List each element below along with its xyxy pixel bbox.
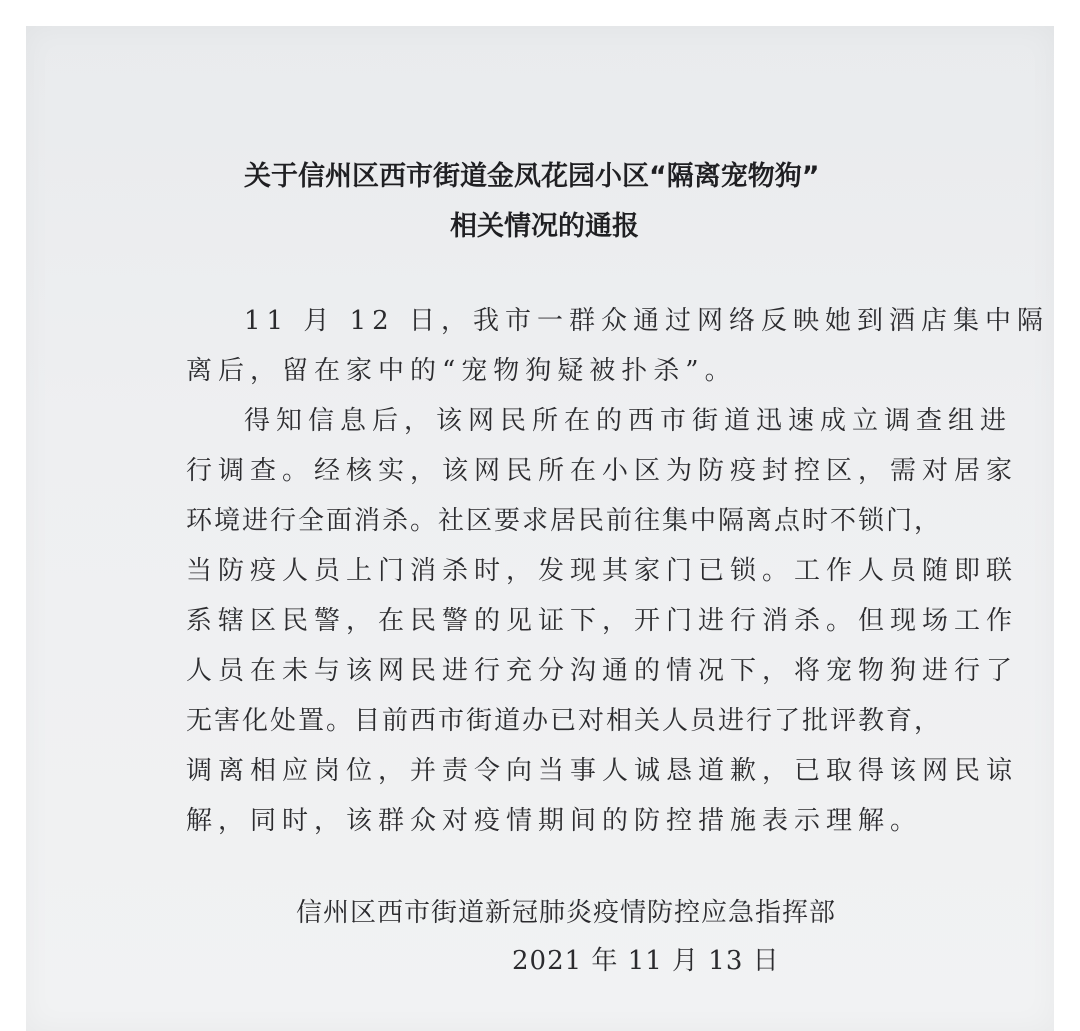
- body-line: 11 月 12 日，我市一群众通过网络反映她到酒店集中隔: [244, 306, 1049, 336]
- document-signature: 信州区西市街道新冠肺炎疫情防控应急指挥部: [296, 898, 837, 928]
- document-date: 2021 年 11 月 13 日: [512, 946, 780, 976]
- body-line: 解，同时，该群众对疫情期间的防控措施表示理解。: [186, 806, 923, 836]
- body-line: 当防疫人员上门消杀时，发现其家门已锁。工作人员随即联: [186, 556, 1019, 586]
- body-line: 系辖区民警，在民警的见证下，开门进行消杀。但现场工作: [186, 606, 1019, 636]
- body-line: 环境进行全面消杀。社区要求居民前往集中隔离点时不锁门，: [186, 506, 943, 536]
- body-line: 得知信息后，该网民所在的西市街道迅速成立调查组进: [244, 406, 1013, 436]
- document-title-line-1: 关于信州区西市街道金凤花园小区“隔离宠物狗”: [244, 161, 820, 192]
- body-line: 人员在未与该网民进行充分沟通的情况下，将宠物狗进行了: [186, 656, 1019, 686]
- body-line: 行调查。经核实，该网民所在小区为防疫封控区，需对居家: [186, 456, 1019, 486]
- body-line: 无害化处置。目前西市街道办已对相关人员进行了批评教育，: [186, 706, 943, 736]
- body-line: 离后，留在家中的“宠物狗疑被扑杀”。: [186, 356, 737, 386]
- body-line: 调离相应岗位，并责令向当事人诚恳道歉，已取得该网民谅: [186, 756, 1019, 786]
- document-title-line-2: 相关情况的通报: [450, 211, 639, 242]
- document-paper: [26, 26, 1054, 1031]
